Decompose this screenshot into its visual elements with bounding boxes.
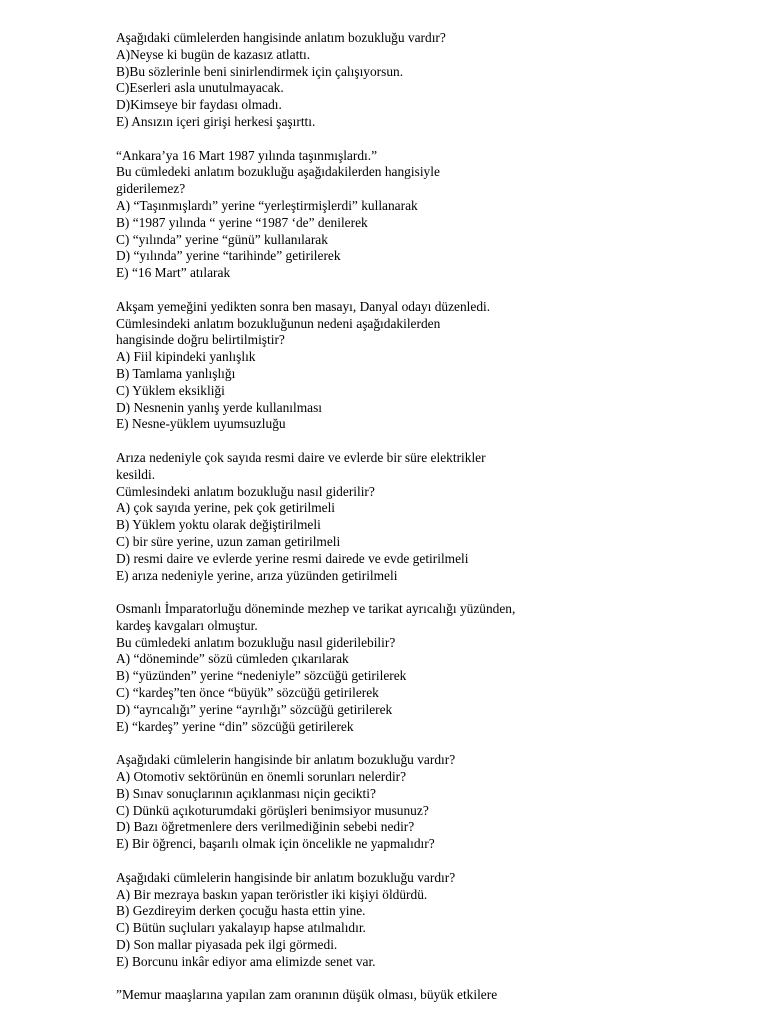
question-7-option-c: C) Bütün suçluları yakalayıp hapse atılmalıdır. (116, 920, 366, 936)
question-3-stem: Cümlesindeki anlatım bozukluğunun nedeni aşağıdakilerden (116, 315, 441, 331)
question-2-option-e: E) “16 Mart” atılarak (116, 265, 231, 281)
question-1-stem: Aşağıdaki cümlelerden hangisinde anlatım bozukluğu vardır? (116, 30, 446, 45)
question-4-stem: Cümlesindeki anlatım bozukluğu nasıl giderilir? (116, 483, 375, 499)
question-2-option-c: C) “yılında” yerine “günü” kullanılarak (116, 231, 328, 247)
question-1-option-a: A)Neyse ki bugün de kazasız atlattı. (116, 46, 311, 62)
question-2-option-d: D) “yılında” yerine “tarihinde” getirilerek (116, 248, 341, 264)
question-7-option-e: E) Borcunu inkâr ediyor ama elimizde senet var. (116, 953, 376, 969)
question-6-option-b: B) Sınav sonuçlarının açıklanması niçin gecikti? (116, 785, 376, 801)
question-3-option-a: A) Fiil kipindeki yanlışlık (116, 349, 256, 365)
question-1-option-b: B)Bu sözlerinle beni sinirlendirmek için çalışıyorsun. (116, 63, 404, 79)
question-2-stem: Bu cümledeki anlatım bozukluğu aşağıdakilerden hangisiyle (116, 164, 440, 180)
question-3-option-b: B) Tamlama yanlışlığı (116, 365, 236, 381)
question-8-sentence: ”Memur maaşlarına yapılan zam oranının düşük olması, büyük etkilere (116, 987, 498, 1003)
question-4-option-b: B) Yüklem yoktu olarak değiştirilmeli (116, 517, 321, 533)
question-6-option-e: E) Bir öğrenci, başarılı olmak için öncelikle ne yapmalıdır? (116, 836, 435, 852)
question-5-sentence: Osmanlı İmparatorluğu döneminde mezhep ve tarikat ayrıcalığı yüzünden, (116, 601, 516, 617)
question-3 (116, 299, 736, 433)
question-7-stem: Aşağıdaki cümlelerin hangisinde bir anlatım bozukluğu vardır? (116, 869, 456, 885)
question-1-option-c: C)Eserleri asla unutulmayacak. (116, 80, 284, 96)
question-5-stem: Bu cümledeki anlatım bozukluğu nasıl giderilebilir? (116, 634, 396, 650)
question-4-option-a: A) çok sayıda yerine, pek çok getirilmeli (116, 500, 336, 516)
question-1-option-d: D)Kimseye bir faydası olmadı. (116, 97, 282, 113)
question-1 (116, 30, 736, 131)
question-2-option-b: B) “1987 yılında “ yerine “1987 ‘de” denilerek (116, 214, 368, 230)
question-1-option-e: E) Ansızın içeri girişi herkesi şaşırttı. (116, 113, 316, 129)
question-4-option-e: E) arıza nedeniyle yerine, arıza yüzünden getirilmeli (116, 567, 398, 583)
question-5-option-a: A) “döneminde” sözü cümleden çıkarılarak (116, 651, 349, 667)
question-2-stem-cont: giderilemez? (116, 181, 186, 197)
question-3-option-e: E) Nesne-yüklem uyumsuzluğu (116, 416, 286, 432)
question-7 (116, 870, 736, 971)
question-5-option-e: E) “kardeş” yerine “din” sözcüğü getirilerek (116, 718, 354, 734)
question-4-option-c: C) bir süre yerine, uzun zaman getirilmeli (116, 533, 341, 549)
question-5-sentence-cont: kardeş kavgaları olmuştur. (116, 617, 258, 633)
question-5-option-b: B) “yüzünden” yerine “nedeniyle” sözcüğü getirilerek (116, 668, 407, 684)
question-2-option-a: A) “Taşınmışlardı” yerine “yerleştirmişlerdi” kullanarak (116, 197, 418, 213)
question-3-option-c: C) Yüklem eksikliği (116, 382, 225, 398)
question-7-option-b: B) Gezdireyim derken çocuğu hasta ettin yine. (116, 903, 366, 919)
question-7-option-a: A) Bir mezraya baskın yapan teröristler iki kişiyi öldürdü. (116, 886, 428, 902)
question-6-option-d: D) Bazı öğretmenlere ders verilmediğinin sebebi nedir? (116, 819, 415, 835)
question-6-stem: Aşağıdaki cümlelerin hangisinde bir anlatım bozukluğu vardır? (116, 752, 456, 768)
question-6-option-c: C) Dünkü açıkoturumdaki görüşleri benimsiyor musunuz? (116, 802, 429, 818)
document-page (116, 30, 736, 1021)
question-6 (116, 752, 736, 853)
question-4-option-d: D) resmi daire ve evlerde yerine resmi dairede ve evde getirilmeli (116, 550, 469, 566)
question-4-sentence: Arıza nedeniyle çok sayıda resmi daire ve evlerde bir süre elektrikler (116, 449, 486, 465)
question-3-stem-cont: hangisinde doğru belirtilmiştir? (116, 332, 285, 348)
question-4 (116, 450, 736, 584)
question-7-option-d: D) Son mallar piyasada pek ilgi görmedi. (116, 937, 338, 953)
question-5-option-d: D) “ayrıcalığı” yerine “ayrılığı” sözcüğü getirilerek (116, 701, 393, 717)
question-3-sentence: Akşam yemeğini yedikten sonra ben masayı, Danyal odayı düzenledi. (116, 298, 491, 314)
question-5 (116, 601, 736, 735)
question-5-option-c: C) “kardeş”ten önce “büyük” sözcüğü getirilerek (116, 685, 379, 701)
question-2 (116, 148, 736, 282)
question-6-option-a: A) Otomotiv sektörünün en önemli sorunları nelerdir? (116, 769, 407, 785)
question-3-option-d: D) Nesnenin yanlış yerde kullanılması (116, 399, 323, 415)
question-4-sentence-cont: kesildi. (116, 466, 156, 482)
question-8 (116, 987, 736, 1004)
question-2-quote: “Ankara’ya 16 Mart 1987 yılında taşınmışlardı.” (116, 147, 378, 163)
